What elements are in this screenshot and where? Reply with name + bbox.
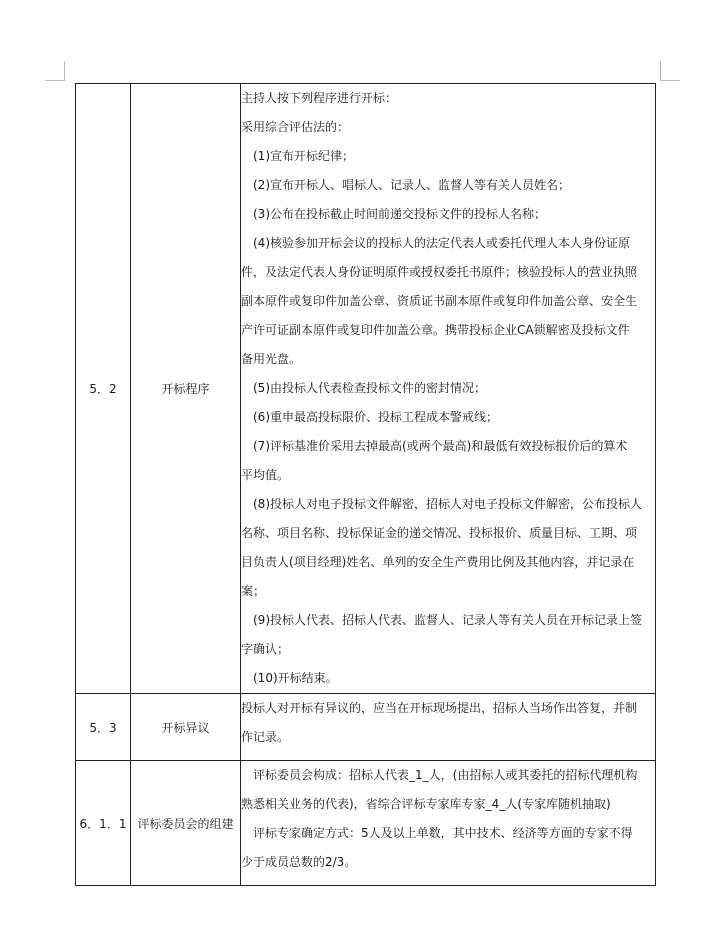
content-line: 名称、项目名称、投标保证金的递交情况、投标报价、质量目标、工期、项 [241,526,638,540]
content-line: (10)开标结束。 [253,671,338,685]
content-line: 熟悉相关业务的代表)，省综合评标专家库专家_4_人(专家库随机抽取) [241,797,611,811]
clause-title: 开标异议 [131,694,241,761]
content-line: 主持人按下列程序进行开标： [241,91,398,105]
crop-mark [45,80,65,81]
content-line: 少于成员总数的2/3。 [241,855,357,869]
content-line: (5)由投标人代表检查投标文件的密封情况； [253,381,486,395]
clause-title: 评标委员会的组建 [131,761,241,886]
content-line: 备用光盘。 [241,352,302,366]
content-line: 件，及法定代表人身份证明原件或授权委托书原件；核验投标人的营业执照 [241,265,638,279]
content-line: 评标委员会构成：招标人代表_1_人，(由招标人或其委托的招标代理机构 [253,768,638,782]
clause-number: 6．1．1 [76,761,131,886]
content-line: (6)重申最高投标限价、投标工程成本警戒线； [253,410,498,424]
clause-number: 5．3 [76,694,131,761]
clause-title: 开标程序 [131,84,241,694]
content-line: 产许可证副本原件或复印件加盖公章。携带投标企业CA锁解密及投标文件 [241,323,630,337]
table-row [76,761,656,886]
content-line: 采用综合评估法的： [241,120,350,134]
content-line: 作记录。 [241,730,290,744]
table-row [76,84,656,694]
content-line: (7)评标基准价采用去掉最高(或两个最高)和最低有效投标报价后的算术 [253,439,628,453]
clause-number: 5．2 [76,84,131,694]
content-line: 评标专家确定方式：5人及以上单数，其中技术、经济等方面的专家不得 [253,826,633,840]
content-line: (1)宣布开标纪律； [253,149,354,163]
content-line: (2)宣布开标人、唱标人、记录人、监督人等有关人员姓名； [253,178,571,192]
crop-mark [64,61,65,81]
content-line: 目负责人(项目经理)姓名、单列的安全生产费用比例及其他内容，并记录在 [241,555,635,569]
content-line: 投标人对开标有异议的，应当在开标现场提出，招标人当场作出答复，并制 [241,701,638,715]
content-line: 平均值。 [241,468,290,482]
content-line: (8)投标人对电子投标文件解密，招标人对电子投标文件解密，公布投标人 [253,497,643,511]
clause-content [241,761,656,886]
crop-mark [660,61,661,81]
clause-content [241,694,656,761]
table-row [76,694,656,761]
content-line: (3)公布在投标截止时间前递交投标文件的投标人名称； [253,207,547,221]
crop-mark [660,80,680,81]
clause-content [241,84,656,694]
content-line: (9)投标人代表、招标人代表、监督人、记录人等有关人员在开标记录上签 [253,613,643,627]
data-table [75,83,656,886]
content-line: (4)核验参加开标会议的投标人的法定代表人或委托代理人本人身份证原 [253,236,631,250]
content-line: 案； [241,584,266,598]
content-line: 副本原件或复印件加盖公章、资质证书副本原件或复印件加盖公章、安全生 [241,294,638,308]
content-line: 字确认； [241,642,290,656]
